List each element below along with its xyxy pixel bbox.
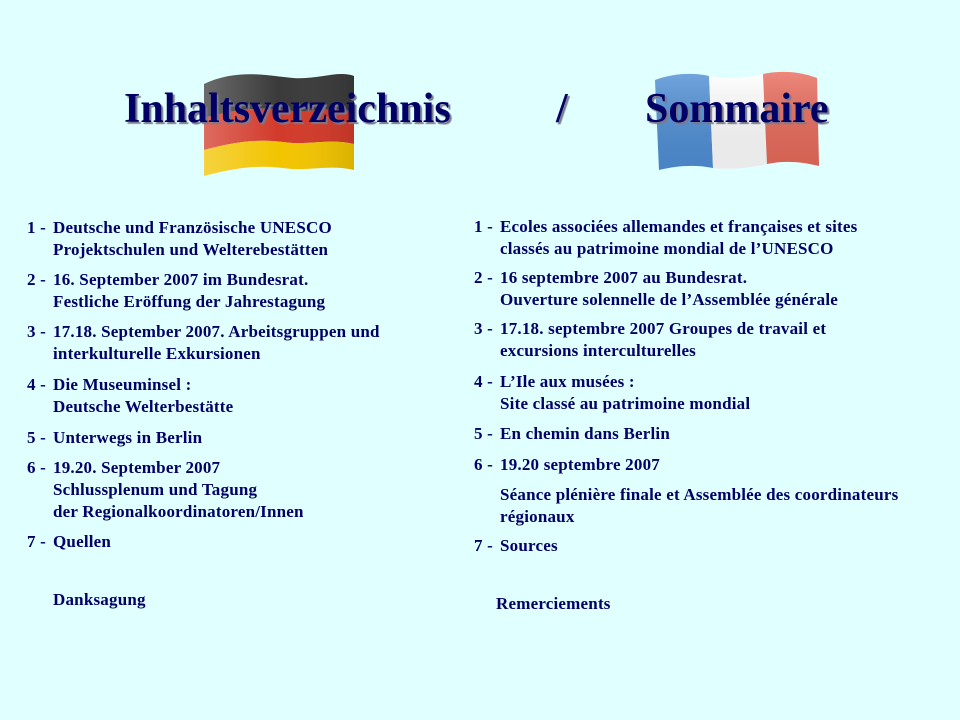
item-text: 17.18. septembre 2007 Groupes de travail et xyxy=(500,319,827,338)
item-number: 2 - xyxy=(474,268,494,287)
item-text: Festliche Eröffung der Jahrestagung xyxy=(53,292,326,311)
item-number: 7 - xyxy=(27,532,47,551)
item-text: 19.20. September 2007 xyxy=(53,458,221,477)
item-number: 3 - xyxy=(27,322,47,341)
item-text: 16 septembre 2007 au Bundesrat. xyxy=(500,268,748,287)
item-text: excursions interculturelles xyxy=(500,341,697,360)
list-item xyxy=(474,267,944,311)
item-text: Site classé au patrimoine mondial xyxy=(500,394,751,413)
item-text: Die Museuminsel : xyxy=(53,375,192,394)
item-number: 3 - xyxy=(474,319,494,338)
item-number: 1 - xyxy=(27,218,47,237)
thanks-label: Remerciements xyxy=(496,594,611,613)
item-text: Séance plénière finale et Assemblée xyxy=(500,485,762,504)
list-item xyxy=(27,321,467,365)
item-number: 6 - xyxy=(474,455,494,474)
item-text: Deutsche und Französische UNESCO xyxy=(53,218,332,237)
list-item xyxy=(474,318,944,362)
item-number: 7 - xyxy=(474,536,494,555)
french-contents-list xyxy=(474,216,944,615)
item-text: Quellen xyxy=(53,532,112,551)
item-text: Ouverture solennelle de l’Assemblée générale xyxy=(500,290,839,309)
item-text: des coordinateurs régionaux xyxy=(500,485,899,526)
page-title-german: Inhaltsverzeichnis xyxy=(124,86,451,132)
item-text: 16. September 2007 im Bundesrat. xyxy=(53,270,309,289)
list-item xyxy=(27,269,467,313)
item-text: Deutsche Welterbestätte xyxy=(53,397,234,416)
thanks-label: Danksagung xyxy=(53,590,146,609)
item-text: 19.20 septembre 2007 xyxy=(500,455,660,474)
item-text: interkulturelle Exkursionen xyxy=(53,344,261,363)
item-number: 1 - xyxy=(474,217,494,236)
list-item xyxy=(474,423,944,445)
list-item xyxy=(474,454,944,476)
item-text: 17.18. September 2007. Arbeitsgruppen und xyxy=(53,322,380,341)
item-text: En chemin dans Berlin xyxy=(500,424,670,443)
list-item xyxy=(474,216,944,260)
list-item xyxy=(474,371,944,415)
list-item xyxy=(474,535,944,557)
item-number: 2 - xyxy=(27,270,47,289)
title-separator: / xyxy=(556,86,568,132)
item-text: Ecoles associées allemandes et françaises et sites xyxy=(500,217,858,236)
item-number: 5 - xyxy=(474,424,494,443)
item-number: 4 - xyxy=(474,372,494,391)
list-item xyxy=(27,374,467,418)
item-text: Unterwegs in Berlin xyxy=(53,428,203,447)
item-text: L’Ile aux musées : xyxy=(500,372,635,391)
item-text: Sources xyxy=(500,536,558,555)
item-text: der Regionalkoordinatoren/Innen xyxy=(53,502,304,521)
page-title-french: Sommaire xyxy=(645,86,829,132)
item-text: Projektschulen und Welterebestätten xyxy=(53,240,329,259)
item-number: 6 - xyxy=(27,458,47,477)
item-number: 4 - xyxy=(27,375,47,394)
list-item xyxy=(27,427,467,449)
list-item xyxy=(27,531,467,553)
list-item xyxy=(27,457,467,523)
german-contents-list xyxy=(27,217,467,611)
item-text: classés au patrimoine mondial de l’UNESCO xyxy=(500,239,834,258)
list-item-continuation xyxy=(474,484,944,528)
item-number: 5 - xyxy=(27,428,47,447)
list-item xyxy=(27,217,467,261)
item-text: Schlussplenum und Tagung xyxy=(53,480,258,499)
